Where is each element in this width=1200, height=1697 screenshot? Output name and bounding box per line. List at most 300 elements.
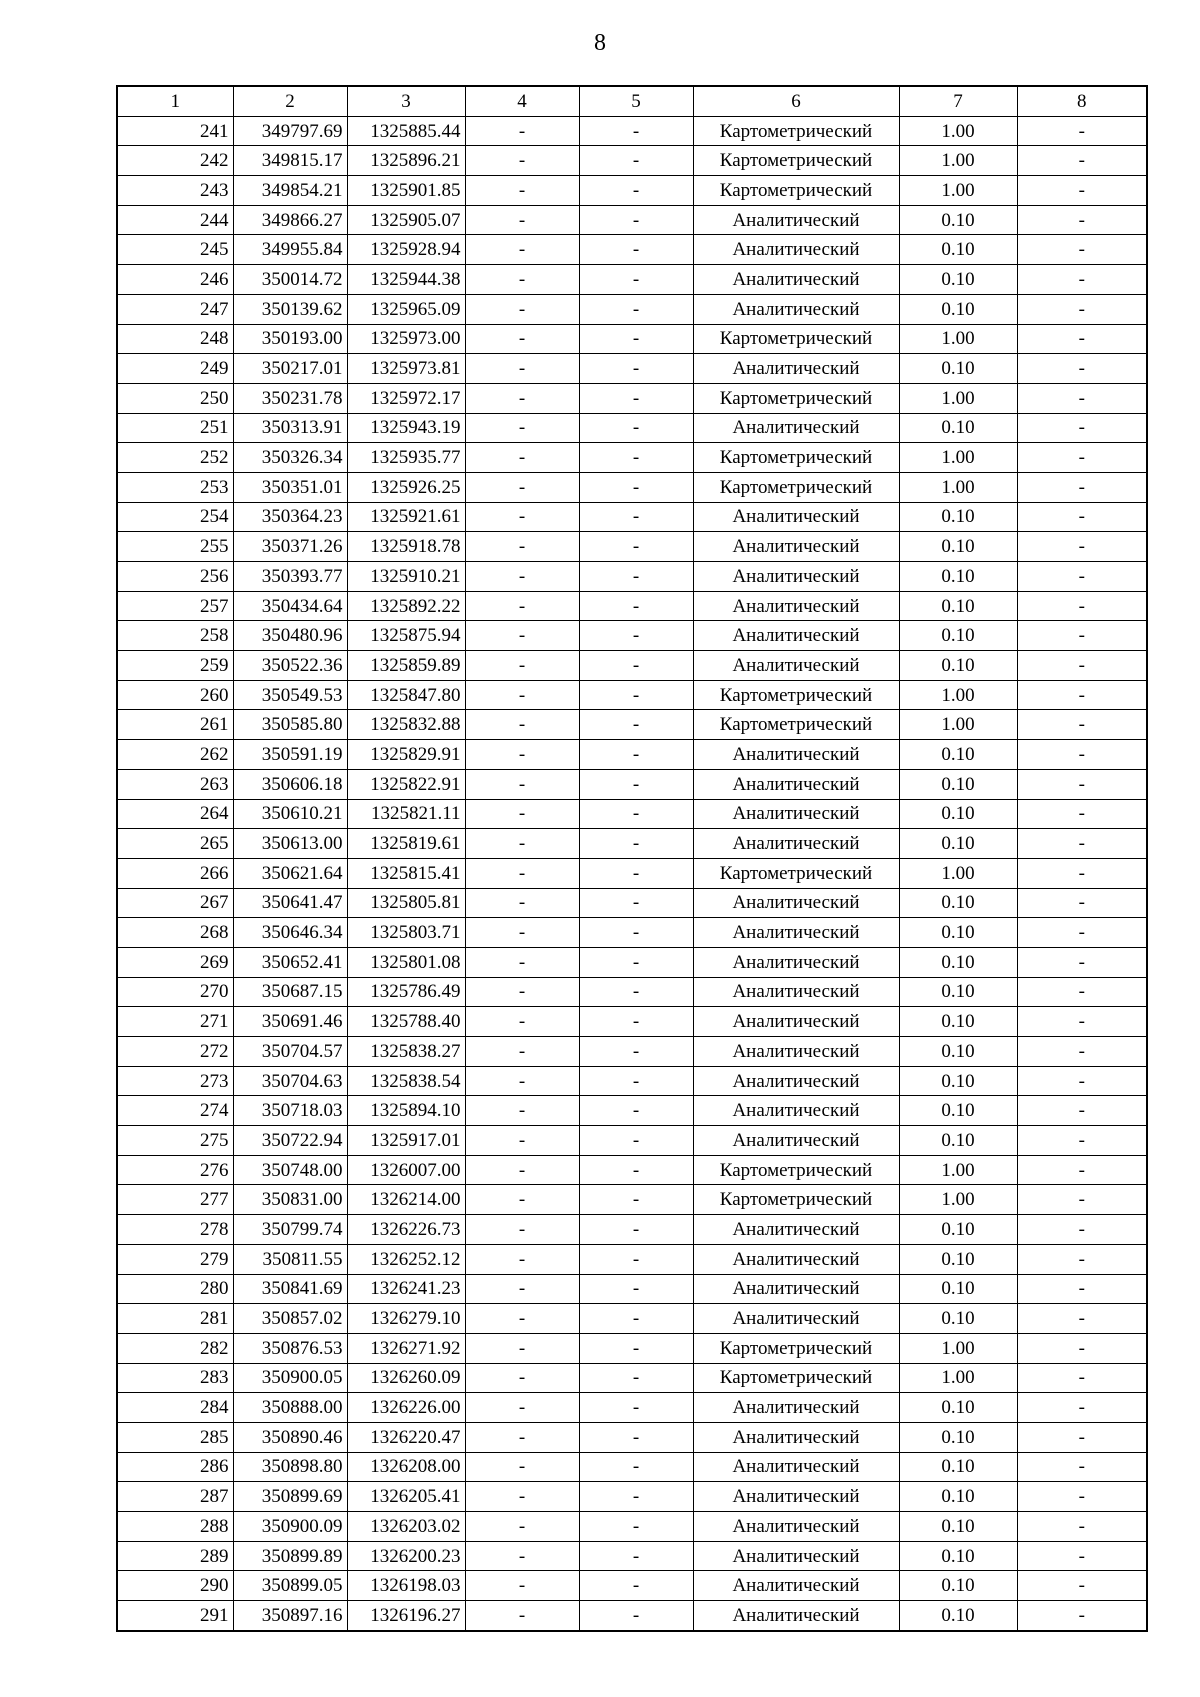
accuracy-cell: 0.10: [899, 1066, 1017, 1096]
method-cell: Аналитический: [693, 651, 899, 681]
method-cell: Картометрический: [693, 1363, 899, 1393]
page-number: 8: [594, 30, 606, 56]
column-4-cell: -: [465, 1571, 579, 1601]
accuracy-cell: 1.00: [899, 116, 1017, 146]
column-8-cell: -: [1017, 1304, 1147, 1334]
accuracy-cell: 0.10: [899, 740, 1017, 770]
point-number-cell: 255: [117, 532, 233, 562]
method-cell: Аналитический: [693, 1244, 899, 1274]
accuracy-cell: 0.10: [899, 1126, 1017, 1156]
column-5-cell: -: [579, 205, 693, 235]
point-number-cell: 266: [117, 858, 233, 888]
column-8-cell: -: [1017, 294, 1147, 324]
x-coordinate-cell: 349854.21: [233, 176, 347, 206]
column-5-cell: -: [579, 918, 693, 948]
column-8-cell: -: [1017, 829, 1147, 859]
x-coordinate-cell: 350393.77: [233, 562, 347, 592]
y-coordinate-cell: 1326220.47: [347, 1422, 465, 1452]
x-coordinate-cell: 350646.34: [233, 918, 347, 948]
table-row: [117, 710, 1147, 740]
y-coordinate-cell: 1326226.00: [347, 1393, 465, 1423]
table-row: [117, 740, 1147, 770]
x-coordinate-cell: 350652.41: [233, 947, 347, 977]
y-coordinate-cell: 1325965.09: [347, 294, 465, 324]
y-coordinate-cell: 1325838.54: [347, 1066, 465, 1096]
x-coordinate-cell: 350351.01: [233, 472, 347, 502]
column-5-cell: -: [579, 443, 693, 473]
column-8-cell: -: [1017, 1007, 1147, 1037]
point-number-cell: 262: [117, 740, 233, 770]
column-8-cell: -: [1017, 562, 1147, 592]
method-cell: Аналитический: [693, 562, 899, 592]
point-number-cell: 277: [117, 1185, 233, 1215]
table-row: [117, 1215, 1147, 1245]
table-row: [117, 294, 1147, 324]
table-row: [117, 799, 1147, 829]
x-coordinate-cell: 350900.09: [233, 1512, 347, 1542]
column-4-cell: -: [465, 1244, 579, 1274]
column-8-cell: -: [1017, 591, 1147, 621]
column-8-cell: -: [1017, 769, 1147, 799]
accuracy-cell: 0.10: [899, 918, 1017, 948]
table-row: [117, 1512, 1147, 1542]
column-8-cell: -: [1017, 1363, 1147, 1393]
accuracy-cell: 1.00: [899, 1185, 1017, 1215]
y-coordinate-cell: 1325847.80: [347, 680, 465, 710]
point-number-cell: 290: [117, 1571, 233, 1601]
column-4-cell: -: [465, 1482, 579, 1512]
point-number-cell: 265: [117, 829, 233, 859]
x-coordinate-cell: 350687.15: [233, 977, 347, 1007]
point-number-cell: 289: [117, 1541, 233, 1571]
column-4-cell: -: [465, 354, 579, 384]
column-5-cell: -: [579, 680, 693, 710]
x-coordinate-cell: 350841.69: [233, 1274, 347, 1304]
y-coordinate-cell: 1325805.81: [347, 888, 465, 918]
y-coordinate-cell: 1325815.41: [347, 858, 465, 888]
x-coordinate-cell: 350691.46: [233, 1007, 347, 1037]
table-row: [117, 1363, 1147, 1393]
accuracy-cell: 0.10: [899, 294, 1017, 324]
y-coordinate-cell: 1326196.27: [347, 1601, 465, 1631]
column-4-cell: -: [465, 858, 579, 888]
method-cell: Картометрический: [693, 680, 899, 710]
column-5-cell: -: [579, 383, 693, 413]
column-4-cell: -: [465, 680, 579, 710]
point-number-cell: 249: [117, 354, 233, 384]
column-5-cell: -: [579, 621, 693, 651]
column-4-cell: -: [465, 146, 579, 176]
point-number-cell: 252: [117, 443, 233, 473]
column-5-cell: -: [579, 977, 693, 1007]
table-row: [117, 1482, 1147, 1512]
column-4-cell: -: [465, 1601, 579, 1631]
column-5-cell: -: [579, 1304, 693, 1334]
table-row: [117, 769, 1147, 799]
column-5-cell: -: [579, 146, 693, 176]
accuracy-cell: 0.10: [899, 1601, 1017, 1631]
point-number-cell: 247: [117, 294, 233, 324]
y-coordinate-cell: 1326241.23: [347, 1274, 465, 1304]
column-8-cell: -: [1017, 888, 1147, 918]
x-coordinate-cell: 350876.53: [233, 1333, 347, 1363]
method-cell: Аналитический: [693, 1452, 899, 1482]
accuracy-cell: 0.10: [899, 1096, 1017, 1126]
table-row: [117, 621, 1147, 651]
method-cell: Аналитический: [693, 354, 899, 384]
column-8-cell: -: [1017, 502, 1147, 532]
method-cell: Аналитический: [693, 502, 899, 532]
column-5-cell: -: [579, 1185, 693, 1215]
column-5-cell: -: [579, 710, 693, 740]
y-coordinate-cell: 1325944.38: [347, 265, 465, 295]
column-5-cell: -: [579, 769, 693, 799]
y-coordinate-cell: 1325973.00: [347, 324, 465, 354]
method-cell: Аналитический: [693, 1274, 899, 1304]
column-4-cell: -: [465, 205, 579, 235]
table-row: [117, 1007, 1147, 1037]
point-number-cell: 276: [117, 1155, 233, 1185]
x-coordinate-cell: 350313.91: [233, 413, 347, 443]
column-header: 1: [117, 86, 233, 116]
y-coordinate-cell: 1325905.07: [347, 205, 465, 235]
x-coordinate-cell: 350014.72: [233, 265, 347, 295]
accuracy-cell: 0.10: [899, 1304, 1017, 1334]
table-row: [117, 1304, 1147, 1334]
accuracy-cell: 1.00: [899, 1333, 1017, 1363]
column-8-cell: -: [1017, 265, 1147, 295]
accuracy-cell: 0.10: [899, 1452, 1017, 1482]
x-coordinate-cell: 350811.55: [233, 1244, 347, 1274]
column-8-cell: -: [1017, 205, 1147, 235]
table-row: [117, 532, 1147, 562]
column-4-cell: -: [465, 413, 579, 443]
column-4-cell: -: [465, 1215, 579, 1245]
y-coordinate-cell: 1325788.40: [347, 1007, 465, 1037]
y-coordinate-cell: 1325901.85: [347, 176, 465, 206]
x-coordinate-cell: 350434.64: [233, 591, 347, 621]
method-cell: Аналитический: [693, 1126, 899, 1156]
column-8-cell: -: [1017, 146, 1147, 176]
method-cell: Картометрический: [693, 383, 899, 413]
x-coordinate-cell: 350641.47: [233, 888, 347, 918]
column-5-cell: -: [579, 1126, 693, 1156]
point-number-cell: 268: [117, 918, 233, 948]
accuracy-cell: 1.00: [899, 472, 1017, 502]
column-8-cell: -: [1017, 977, 1147, 1007]
column-header: 8: [1017, 86, 1147, 116]
y-coordinate-cell: 1325832.88: [347, 710, 465, 740]
column-4-cell: -: [465, 176, 579, 206]
column-4-cell: -: [465, 235, 579, 265]
y-coordinate-cell: 1325972.17: [347, 383, 465, 413]
table-row: [117, 116, 1147, 146]
point-number-cell: 242: [117, 146, 233, 176]
point-number-cell: 274: [117, 1096, 233, 1126]
table-row: [117, 680, 1147, 710]
table-row: [117, 1541, 1147, 1571]
column-header: 4: [465, 86, 579, 116]
method-cell: Аналитический: [693, 1482, 899, 1512]
accuracy-cell: 0.10: [899, 651, 1017, 681]
method-cell: Аналитический: [693, 1512, 899, 1542]
column-5-cell: -: [579, 1601, 693, 1631]
column-4-cell: -: [465, 324, 579, 354]
x-coordinate-cell: 350217.01: [233, 354, 347, 384]
column-8-cell: -: [1017, 413, 1147, 443]
x-coordinate-cell: 350591.19: [233, 740, 347, 770]
table-row: [117, 1452, 1147, 1482]
x-coordinate-cell: 350898.80: [233, 1452, 347, 1482]
column-4-cell: -: [465, 116, 579, 146]
column-5-cell: -: [579, 1363, 693, 1393]
point-number-cell: 291: [117, 1601, 233, 1631]
point-number-cell: 278: [117, 1215, 233, 1245]
column-header: 7: [899, 86, 1017, 116]
column-4-cell: -: [465, 383, 579, 413]
column-8-cell: -: [1017, 1274, 1147, 1304]
point-number-cell: 288: [117, 1512, 233, 1542]
accuracy-cell: 1.00: [899, 1155, 1017, 1185]
x-coordinate-cell: 350231.78: [233, 383, 347, 413]
accuracy-cell: 0.10: [899, 1571, 1017, 1601]
method-cell: Аналитический: [693, 1393, 899, 1423]
y-coordinate-cell: 1326208.00: [347, 1452, 465, 1482]
point-number-cell: 287: [117, 1482, 233, 1512]
accuracy-cell: 0.10: [899, 621, 1017, 651]
column-5-cell: -: [579, 1037, 693, 1067]
x-coordinate-cell: 350371.26: [233, 532, 347, 562]
column-8-cell: -: [1017, 651, 1147, 681]
accuracy-cell: 0.10: [899, 1422, 1017, 1452]
method-cell: Картометрический: [693, 1155, 899, 1185]
column-5-cell: -: [579, 265, 693, 295]
column-5-cell: -: [579, 354, 693, 384]
y-coordinate-cell: 1325821.11: [347, 799, 465, 829]
column-5-cell: -: [579, 888, 693, 918]
method-cell: Аналитический: [693, 265, 899, 295]
y-coordinate-cell: 1325838.27: [347, 1037, 465, 1067]
table-row: [117, 205, 1147, 235]
y-coordinate-cell: 1325892.22: [347, 591, 465, 621]
column-5-cell: -: [579, 1274, 693, 1304]
method-cell: Аналитический: [693, 799, 899, 829]
accuracy-cell: 1.00: [899, 710, 1017, 740]
point-number-cell: 271: [117, 1007, 233, 1037]
column-4-cell: -: [465, 1037, 579, 1067]
column-8-cell: -: [1017, 1333, 1147, 1363]
method-cell: Картометрический: [693, 146, 899, 176]
table-row: [117, 1274, 1147, 1304]
column-5-cell: -: [579, 294, 693, 324]
accuracy-cell: 0.10: [899, 591, 1017, 621]
accuracy-cell: 0.10: [899, 354, 1017, 384]
point-number-cell: 263: [117, 769, 233, 799]
point-number-cell: 251: [117, 413, 233, 443]
table-row: [117, 562, 1147, 592]
x-coordinate-cell: 349815.17: [233, 146, 347, 176]
accuracy-cell: 0.10: [899, 1512, 1017, 1542]
column-5-cell: -: [579, 562, 693, 592]
x-coordinate-cell: 349866.27: [233, 205, 347, 235]
table-row: [117, 1126, 1147, 1156]
point-number-cell: 284: [117, 1393, 233, 1423]
x-coordinate-cell: 350704.63: [233, 1066, 347, 1096]
method-cell: Аналитический: [693, 1541, 899, 1571]
column-8-cell: -: [1017, 532, 1147, 562]
column-5-cell: -: [579, 829, 693, 859]
accuracy-cell: 1.00: [899, 324, 1017, 354]
column-5-cell: -: [579, 472, 693, 502]
accuracy-cell: 1.00: [899, 146, 1017, 176]
method-cell: Картометрический: [693, 116, 899, 146]
y-coordinate-cell: 1326200.23: [347, 1541, 465, 1571]
x-coordinate-cell: 350606.18: [233, 769, 347, 799]
column-8-cell: -: [1017, 176, 1147, 206]
column-8-cell: -: [1017, 1244, 1147, 1274]
table-row: [117, 651, 1147, 681]
method-cell: Аналитический: [693, 413, 899, 443]
accuracy-cell: 0.10: [899, 1007, 1017, 1037]
method-cell: Картометрический: [693, 176, 899, 206]
point-number-cell: 267: [117, 888, 233, 918]
column-5-cell: -: [579, 502, 693, 532]
table-row: [117, 829, 1147, 859]
y-coordinate-cell: 1325926.25: [347, 472, 465, 502]
point-number-cell: 241: [117, 116, 233, 146]
column-8-cell: -: [1017, 472, 1147, 502]
table-row: [117, 888, 1147, 918]
column-8-cell: -: [1017, 621, 1147, 651]
column-4-cell: -: [465, 799, 579, 829]
table-row: [117, 591, 1147, 621]
x-coordinate-cell: 350621.64: [233, 858, 347, 888]
accuracy-cell: 0.10: [899, 769, 1017, 799]
x-coordinate-cell: 350326.34: [233, 443, 347, 473]
method-cell: Аналитический: [693, 621, 899, 651]
x-coordinate-cell: 350718.03: [233, 1096, 347, 1126]
column-8-cell: -: [1017, 799, 1147, 829]
column-8-cell: -: [1017, 1393, 1147, 1423]
y-coordinate-cell: 1325935.77: [347, 443, 465, 473]
column-8-cell: -: [1017, 1096, 1147, 1126]
column-5-cell: -: [579, 740, 693, 770]
y-coordinate-cell: 1325803.71: [347, 918, 465, 948]
table-row: [117, 265, 1147, 295]
x-coordinate-cell: 350722.94: [233, 1126, 347, 1156]
method-cell: Картометрический: [693, 443, 899, 473]
method-cell: Аналитический: [693, 918, 899, 948]
column-5-cell: -: [579, 799, 693, 829]
column-8-cell: -: [1017, 116, 1147, 146]
column-4-cell: -: [465, 947, 579, 977]
column-5-cell: -: [579, 1215, 693, 1245]
column-4-cell: -: [465, 740, 579, 770]
method-cell: Аналитический: [693, 1422, 899, 1452]
column-8-cell: -: [1017, 443, 1147, 473]
point-number-cell: 250: [117, 383, 233, 413]
point-number-cell: 286: [117, 1452, 233, 1482]
point-number-cell: 246: [117, 265, 233, 295]
table-row: [117, 354, 1147, 384]
column-5-cell: -: [579, 1541, 693, 1571]
column-4-cell: -: [465, 1155, 579, 1185]
method-cell: Аналитический: [693, 235, 899, 265]
method-cell: Аналитический: [693, 1571, 899, 1601]
column-8-cell: -: [1017, 1037, 1147, 1067]
y-coordinate-cell: 1325921.61: [347, 502, 465, 532]
y-coordinate-cell: 1326007.00: [347, 1155, 465, 1185]
method-cell: Аналитический: [693, 888, 899, 918]
column-4-cell: -: [465, 294, 579, 324]
x-coordinate-cell: 350704.57: [233, 1037, 347, 1067]
accuracy-cell: 0.10: [899, 1541, 1017, 1571]
column-8-cell: -: [1017, 1066, 1147, 1096]
y-coordinate-cell: 1325918.78: [347, 532, 465, 562]
column-5-cell: -: [579, 116, 693, 146]
table-row: [117, 502, 1147, 532]
point-number-cell: 282: [117, 1333, 233, 1363]
column-5-cell: -: [579, 1571, 693, 1601]
column-8-cell: -: [1017, 1571, 1147, 1601]
x-coordinate-cell: 350857.02: [233, 1304, 347, 1334]
accuracy-cell: 0.10: [899, 265, 1017, 295]
x-coordinate-cell: 350139.62: [233, 294, 347, 324]
y-coordinate-cell: 1326205.41: [347, 1482, 465, 1512]
x-coordinate-cell: 350900.05: [233, 1363, 347, 1393]
y-coordinate-cell: 1326203.02: [347, 1512, 465, 1542]
y-coordinate-cell: 1325829.91: [347, 740, 465, 770]
accuracy-cell: 0.10: [899, 532, 1017, 562]
column-8-cell: -: [1017, 1155, 1147, 1185]
column-4-cell: -: [465, 621, 579, 651]
accuracy-cell: 0.10: [899, 205, 1017, 235]
x-coordinate-cell: 350888.00: [233, 1393, 347, 1423]
point-number-cell: 281: [117, 1304, 233, 1334]
column-8-cell: -: [1017, 235, 1147, 265]
accuracy-cell: 0.10: [899, 888, 1017, 918]
column-4-cell: -: [465, 1452, 579, 1482]
y-coordinate-cell: 1326252.12: [347, 1244, 465, 1274]
point-number-cell: 272: [117, 1037, 233, 1067]
column-5-cell: -: [579, 591, 693, 621]
y-coordinate-cell: 1325859.89: [347, 651, 465, 681]
point-number-cell: 248: [117, 324, 233, 354]
accuracy-cell: 0.10: [899, 562, 1017, 592]
column-5-cell: -: [579, 1452, 693, 1482]
y-coordinate-cell: 1325875.94: [347, 621, 465, 651]
y-coordinate-cell: 1326226.73: [347, 1215, 465, 1245]
column-5-cell: -: [579, 235, 693, 265]
point-number-cell: 279: [117, 1244, 233, 1274]
column-4-cell: -: [465, 502, 579, 532]
column-5-cell: -: [579, 324, 693, 354]
method-cell: Аналитический: [693, 532, 899, 562]
point-number-cell: 243: [117, 176, 233, 206]
table-row: [117, 383, 1147, 413]
point-number-cell: 261: [117, 710, 233, 740]
column-header: 2: [233, 86, 347, 116]
point-number-cell: 283: [117, 1363, 233, 1393]
accuracy-cell: 1.00: [899, 383, 1017, 413]
y-coordinate-cell: 1326214.00: [347, 1185, 465, 1215]
x-coordinate-cell: 350897.16: [233, 1601, 347, 1631]
column-4-cell: -: [465, 1304, 579, 1334]
y-coordinate-cell: 1325910.21: [347, 562, 465, 592]
method-cell: Аналитический: [693, 1215, 899, 1245]
column-5-cell: -: [579, 1482, 693, 1512]
y-coordinate-cell: 1325801.08: [347, 947, 465, 977]
